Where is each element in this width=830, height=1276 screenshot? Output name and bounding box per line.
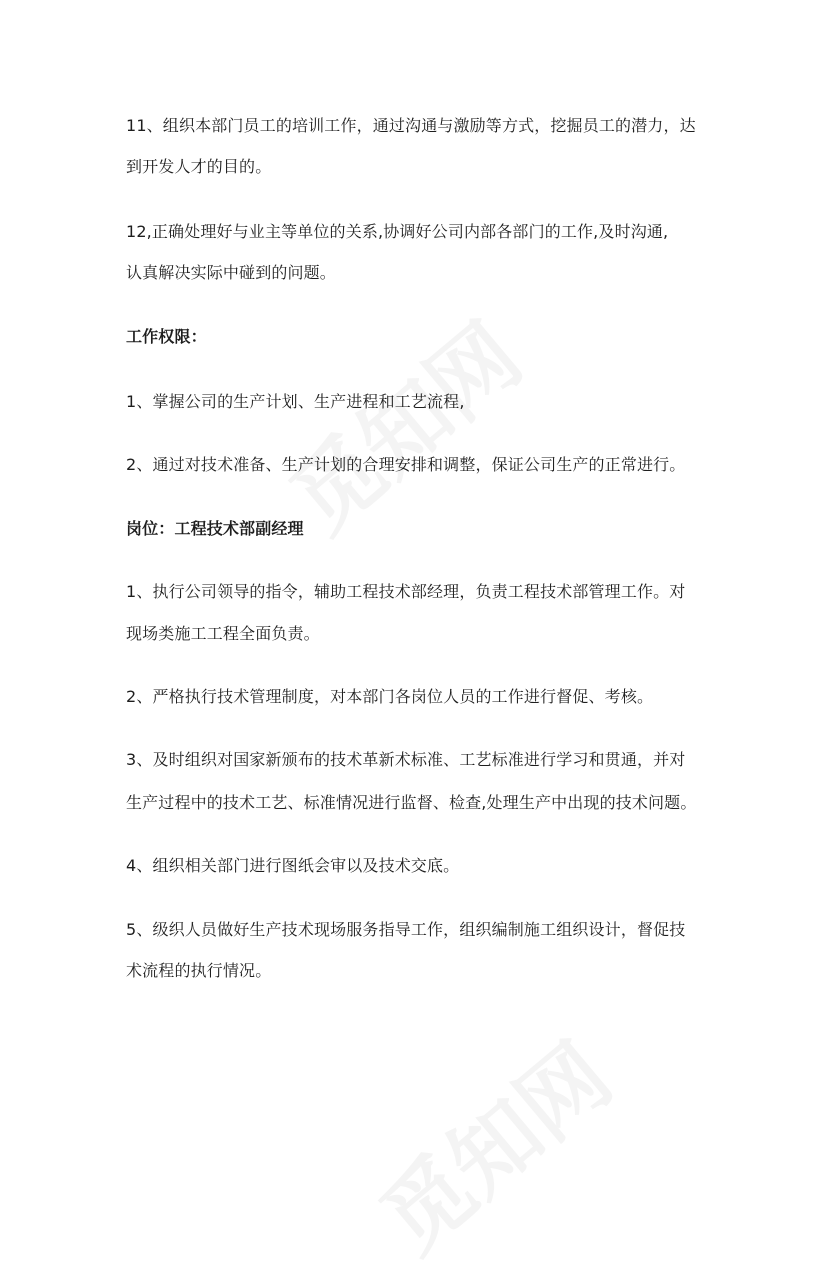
paragraph-line: 现场类施工工程全面负责。 xyxy=(126,624,320,643)
paragraph-line: 5、级织人员做好生产技术现场服务指导工作，组织编制施工组织设计，督促技 xyxy=(126,920,686,939)
section-heading: 工作权限： xyxy=(126,327,207,346)
paragraph-line: 到开发人才的目的。 xyxy=(126,157,272,176)
watermark xyxy=(260,290,543,556)
paragraph-line: 2、严格执行技术管理制度，对本部门各岗位人员的工作进行督促、考核。 xyxy=(126,687,654,706)
paragraph-line: 2、通过对技术准备、生产计划的合理安排和调整，保证公司生产的正常进行。 xyxy=(126,455,686,474)
section-heading: 岗位：工程技术部副经理 xyxy=(126,519,304,538)
paragraph-line: 1、执行公司领导的指令，辅助工程技术部经理，负责工程技术部管理工作。对 xyxy=(126,582,686,601)
paragraph-line: 术流程的执行情况。 xyxy=(126,961,272,980)
paragraph-line: 4、组织相关部门进行图纸会审以及技术交底。 xyxy=(126,856,460,875)
paragraph-line: 11、组织本部门员工的培训工作，通过沟通与激励等方式，挖掘员工的潜力，达 xyxy=(126,116,696,135)
paragraph-line: 生产过程中的技术工艺、标准情况进行监督、检查,处理生产中出现的技术问题。 xyxy=(126,793,697,812)
paragraph-line: 认真解决实际中碰到的问题。 xyxy=(126,263,336,282)
watermark xyxy=(350,1010,633,1276)
paragraph-line: 3、及时组织对国家新颁布的技术革新术标准、工艺标准进行学习和贯通，并对 xyxy=(126,750,686,769)
paragraph-line: 12,正确处理好与业主等单位的关系,协调好公司内部各部门的工作,及时沟通, xyxy=(126,222,669,241)
paragraph-line: 1、掌握公司的生产计划、生产进程和工艺流程, xyxy=(126,392,465,411)
